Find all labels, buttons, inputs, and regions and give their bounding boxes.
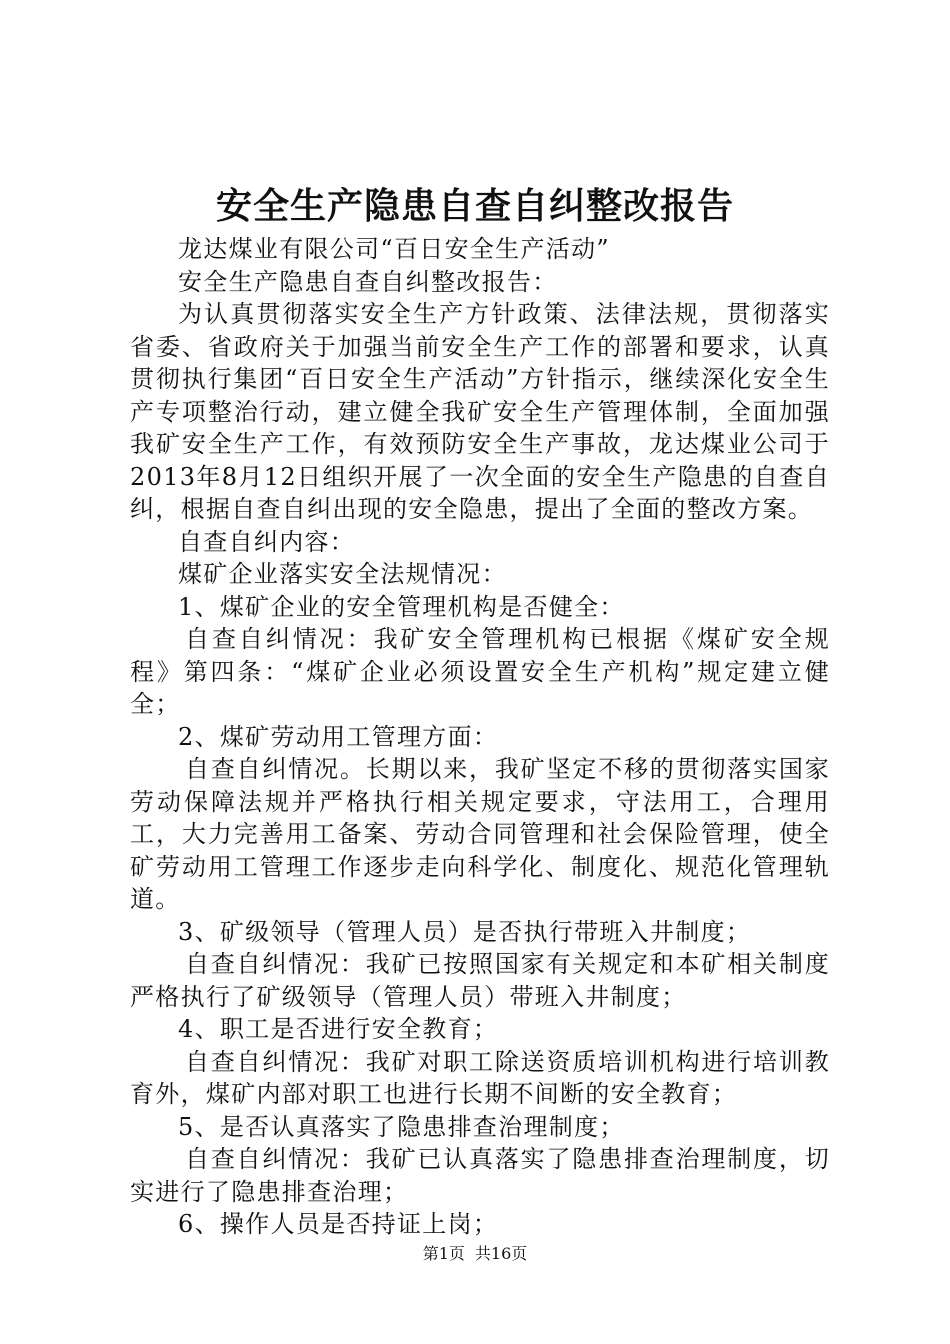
paragraph-subsection-heading: 煤矿企业落实安全法规情况： [178,560,507,588]
paragraph-item-1-result: 自查自纠情况：我矿安全管理机构已根据《煤矿安全规程》第四条：“煤矿企业必须设置安全生产机构”规定建立健全； [130,625,830,718]
paragraph-item-3-result: 自查自纠情况：我矿已按照国家有关规定和本矿相关制度严格执行了矿级领导（管理人员）带班入井制度； [130,950,830,1011]
paragraph-item-1: 1、煤矿企业的安全管理机构是否健全： [178,592,625,621]
page-number: 第1页 [422,1244,465,1263]
paragraph-item-4-result: 自查自纠情况：我矿对职工除送资质培训机构进行培训教育外，煤矿内部对职工也进行长期不间断的安全教育； [130,1047,830,1108]
paragraph-section-heading: 自查自纠内容： [178,527,356,556]
page-total: 共16页 [474,1244,528,1263]
paragraph-item-3: 3、矿级领导（管理人员）是否执行带班入井制度； [178,917,752,946]
paragraph-report-heading: 安全生产隐患自查自纠整改报告： [178,267,558,296]
paragraph-item-2: 2、煤矿劳动用工管理方面： [178,722,499,751]
paragraph-item-6: 6、操作人员是否持证上岗； [178,1210,499,1238]
paragraph-company-heading: 龙达煤业有限公司“百日安全生产活动” [178,235,610,263]
paragraph-item-5: 5、是否认真落实了隐患排查治理制度； [178,1112,625,1141]
document-body [130,233,830,1241]
paragraph-item-4: 4、职工是否进行安全教育； [178,1015,499,1043]
document-title: 安全生产隐患自查自纠整改报告 [215,185,734,227]
paragraph-item-5-result: 自查自纠情况：我矿已认真落实了隐患排查治理制度，切实进行了隐患排查治理； [130,1145,830,1206]
page-footer [0,1243,950,1265]
paragraph-item-2-result: 自查自纠情况。长期以来，我矿坚定不移的贯彻落实国家劳动保障法规并严格执行相关规定要求，守法用工，合理用工，大力完善用工备案、劳动合同管理和社会保险管理，使全矿劳动用工管理工作逐步走向科学化、制度化、规范化管理轨道。 [130,755,830,913]
paragraph-intro: 为认真贯彻落实安全生产方针政策、法律法规，贯彻落实省委、省政府关于加强当前安全生产工作的部署和要求，认真贯彻执行集团“百日安全生产活动”方针指示，继续深化安全生产专项整治行动，建立健全我矿安全生产管理体制，全面加强我矿安全生产工作，有效预防安全生产事故，龙达煤业公司于2013年8月12日组织开展了一次全面的安全生产隐患的自查自纠，根据自查自纠出现的安全隐患，提出了全面的整改方案。 [130,300,830,523]
